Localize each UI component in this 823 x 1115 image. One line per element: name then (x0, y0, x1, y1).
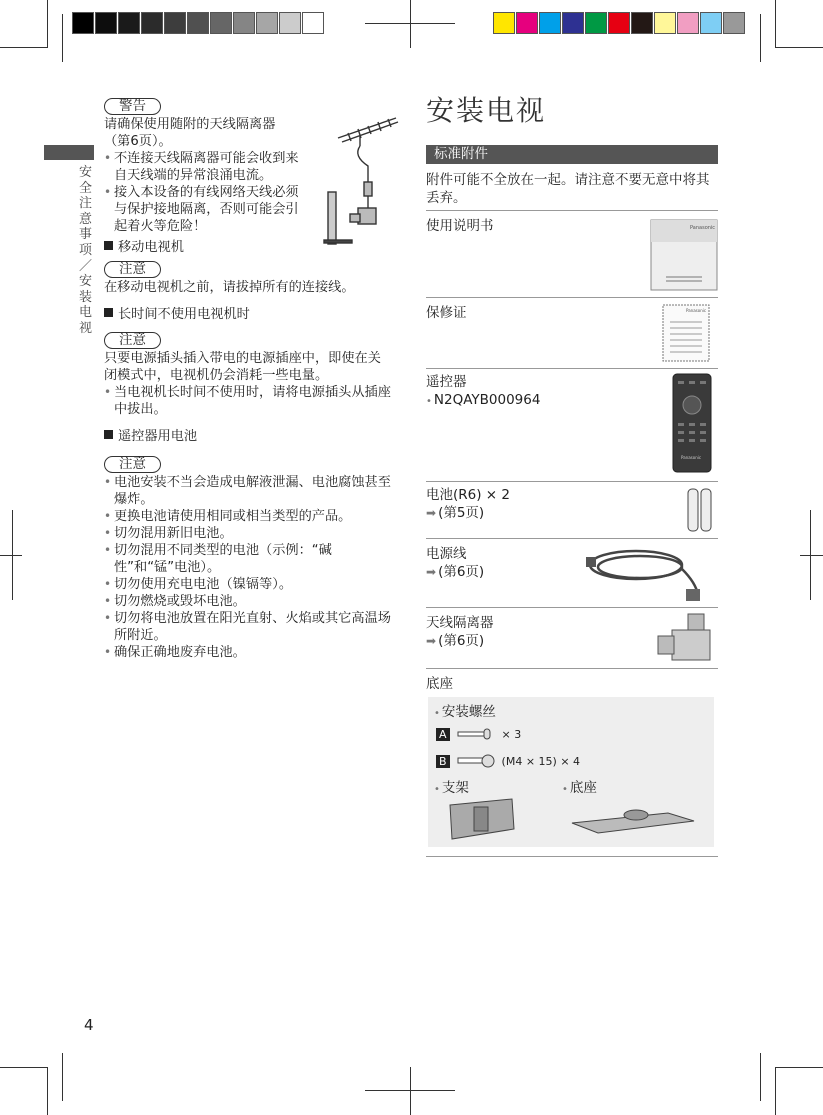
calibration-swatch (141, 12, 163, 34)
warning-bullet: • 接入本设备的有线网络天线必须与保护接地隔离，否则可能会引起着火等危险！ (104, 184, 304, 235)
calibration-swatch (72, 12, 94, 34)
unused-heading: 长时间不使用电视机时 (104, 306, 394, 323)
cord-ref: ➡ (第6页) (426, 564, 485, 580)
caution-label: 注意 (104, 332, 161, 349)
accessories-column (426, 95, 718, 857)
unused-text: 只要电源插头插入带电的电源插座中，即使在关闭模式中，电视机仍会消耗一些电量。 (104, 351, 381, 383)
calibration-swatch (279, 12, 301, 34)
caution-label: 注意 (104, 456, 161, 473)
calibration-swatch (677, 12, 699, 34)
base-parts-panel (428, 697, 714, 847)
battery-item (426, 482, 718, 539)
move-heading: 移动电视机 (104, 239, 394, 256)
calibration-swatch (164, 12, 186, 34)
screws-label: • 安装螺丝 (434, 704, 496, 720)
intro-text: 附件可能不全放在一起。请注意不要无意中将其丢弃。 (426, 164, 718, 211)
antenna-isolator-illustration (318, 112, 406, 252)
color-calibration-bar (493, 12, 746, 34)
screw-b: B (M4 × 15) × 4 (436, 753, 580, 769)
calibration-swatch (118, 12, 140, 34)
pedestal-label: • 底座 (562, 780, 597, 796)
caution-label: 注意 (104, 261, 161, 278)
screw-a: A × 3 (436, 727, 521, 741)
calibration-swatch (95, 12, 117, 34)
remote-model: • N2QAYB000964 (426, 392, 541, 408)
warranty-brand: Panasonic (686, 308, 707, 313)
calibration-swatch (723, 12, 745, 34)
arrow-icon: ➡ (426, 565, 437, 579)
cord-item (426, 539, 718, 608)
screw-icon (456, 753, 496, 769)
remote-item (426, 369, 718, 482)
move-text: 在移动电视机之前，请拔掉所有的连接线。 (104, 280, 355, 295)
page-title: 安装电视 (426, 94, 547, 127)
manual-item (426, 211, 718, 298)
calibration-swatch (562, 12, 584, 34)
cord-image (586, 543, 714, 605)
calibration-swatch (631, 12, 653, 34)
warranty-item (426, 298, 718, 369)
battery-bullet: • 切勿将电池放置在阳光直射、火焰或其它高温场所附近。 (104, 610, 394, 644)
bracket-label: • 支架 (434, 780, 469, 796)
calibration-swatch (539, 12, 561, 34)
warning-label: 警告 (104, 98, 161, 115)
calibration-swatch (233, 12, 255, 34)
battery-bullet: • 电池安装不当会造成电解液泄漏、电池腐蚀甚至爆炸。 (104, 474, 394, 508)
grayscale-calibration-bar (72, 12, 325, 34)
remote-image (672, 373, 712, 473)
arrow-icon: ➡ (426, 634, 437, 648)
arrow-icon: ➡ (426, 506, 437, 520)
battery-label: 电池(R6) × 2 (426, 487, 510, 503)
battery-heading: 遥控器用电池 (104, 428, 394, 445)
battery-bullet: • 切勿混用不同类型的电池（示例：“碱性”和“锰”电池）。 (104, 542, 394, 576)
calibration-swatch (210, 12, 232, 34)
calibration-swatch (302, 12, 324, 34)
pedestal-image (568, 801, 698, 841)
battery-ref: ➡ (第5页) (426, 505, 485, 521)
calibration-swatch (187, 12, 209, 34)
battery-bullet: • 切勿使用充电电池（镍镉等）。 (104, 576, 394, 593)
calibration-swatch (516, 12, 538, 34)
warranty-image (662, 304, 710, 362)
manual-image (650, 219, 718, 291)
isolator-label: 天线隔离器 (426, 615, 494, 631)
manual-brand: Panasonic (690, 225, 716, 231)
warning-text: 请确保使用随附的天线隔离器（第6页）。 (104, 117, 276, 149)
battery-bullet: • 更换电池请使用相同或相当类型的产品。 (104, 508, 394, 525)
isolator-item (426, 608, 718, 669)
side-tab-marker (44, 145, 94, 160)
isolator-ref: ➡ (第6页) (426, 633, 485, 649)
bracket-image (444, 797, 520, 843)
base-item (426, 669, 718, 857)
base-label: 底座 (426, 676, 453, 692)
warning-bullet: • 不连接天线隔离器可能会收到来自天线端的异常浪涌电流。 (104, 150, 304, 184)
screw-icon (456, 727, 496, 741)
calibration-swatch (585, 12, 607, 34)
section-band: 标准附件 (426, 145, 718, 164)
cord-label: 电源线 (426, 546, 467, 562)
warranty-label: 保修证 (426, 305, 467, 321)
side-tab-label: 安全注意事项／安装电视 (79, 165, 93, 336)
page-number: 4 (84, 1016, 94, 1034)
calibration-swatch (654, 12, 676, 34)
battery-bullet: • 切勿燃烧或毁坏电池。 (104, 593, 394, 610)
remote-brand: Panasonic (681, 455, 702, 460)
battery-bullet: • 确保正确地废弃电池。 (104, 644, 394, 661)
calibration-swatch (608, 12, 630, 34)
remote-label: 遥控器 (426, 374, 467, 390)
battery-image (686, 486, 714, 534)
isolator-image (654, 612, 712, 664)
calibration-swatch (256, 12, 278, 34)
manual-label: 使用说明书 (426, 218, 494, 234)
calibration-swatch (700, 12, 722, 34)
calibration-swatch (493, 12, 515, 34)
battery-bullet: • 切勿混用新旧电池。 (104, 525, 394, 542)
unused-bullet: • 当电视机长时间不使用时，请将电源插头从插座中拔出。 (104, 384, 394, 418)
